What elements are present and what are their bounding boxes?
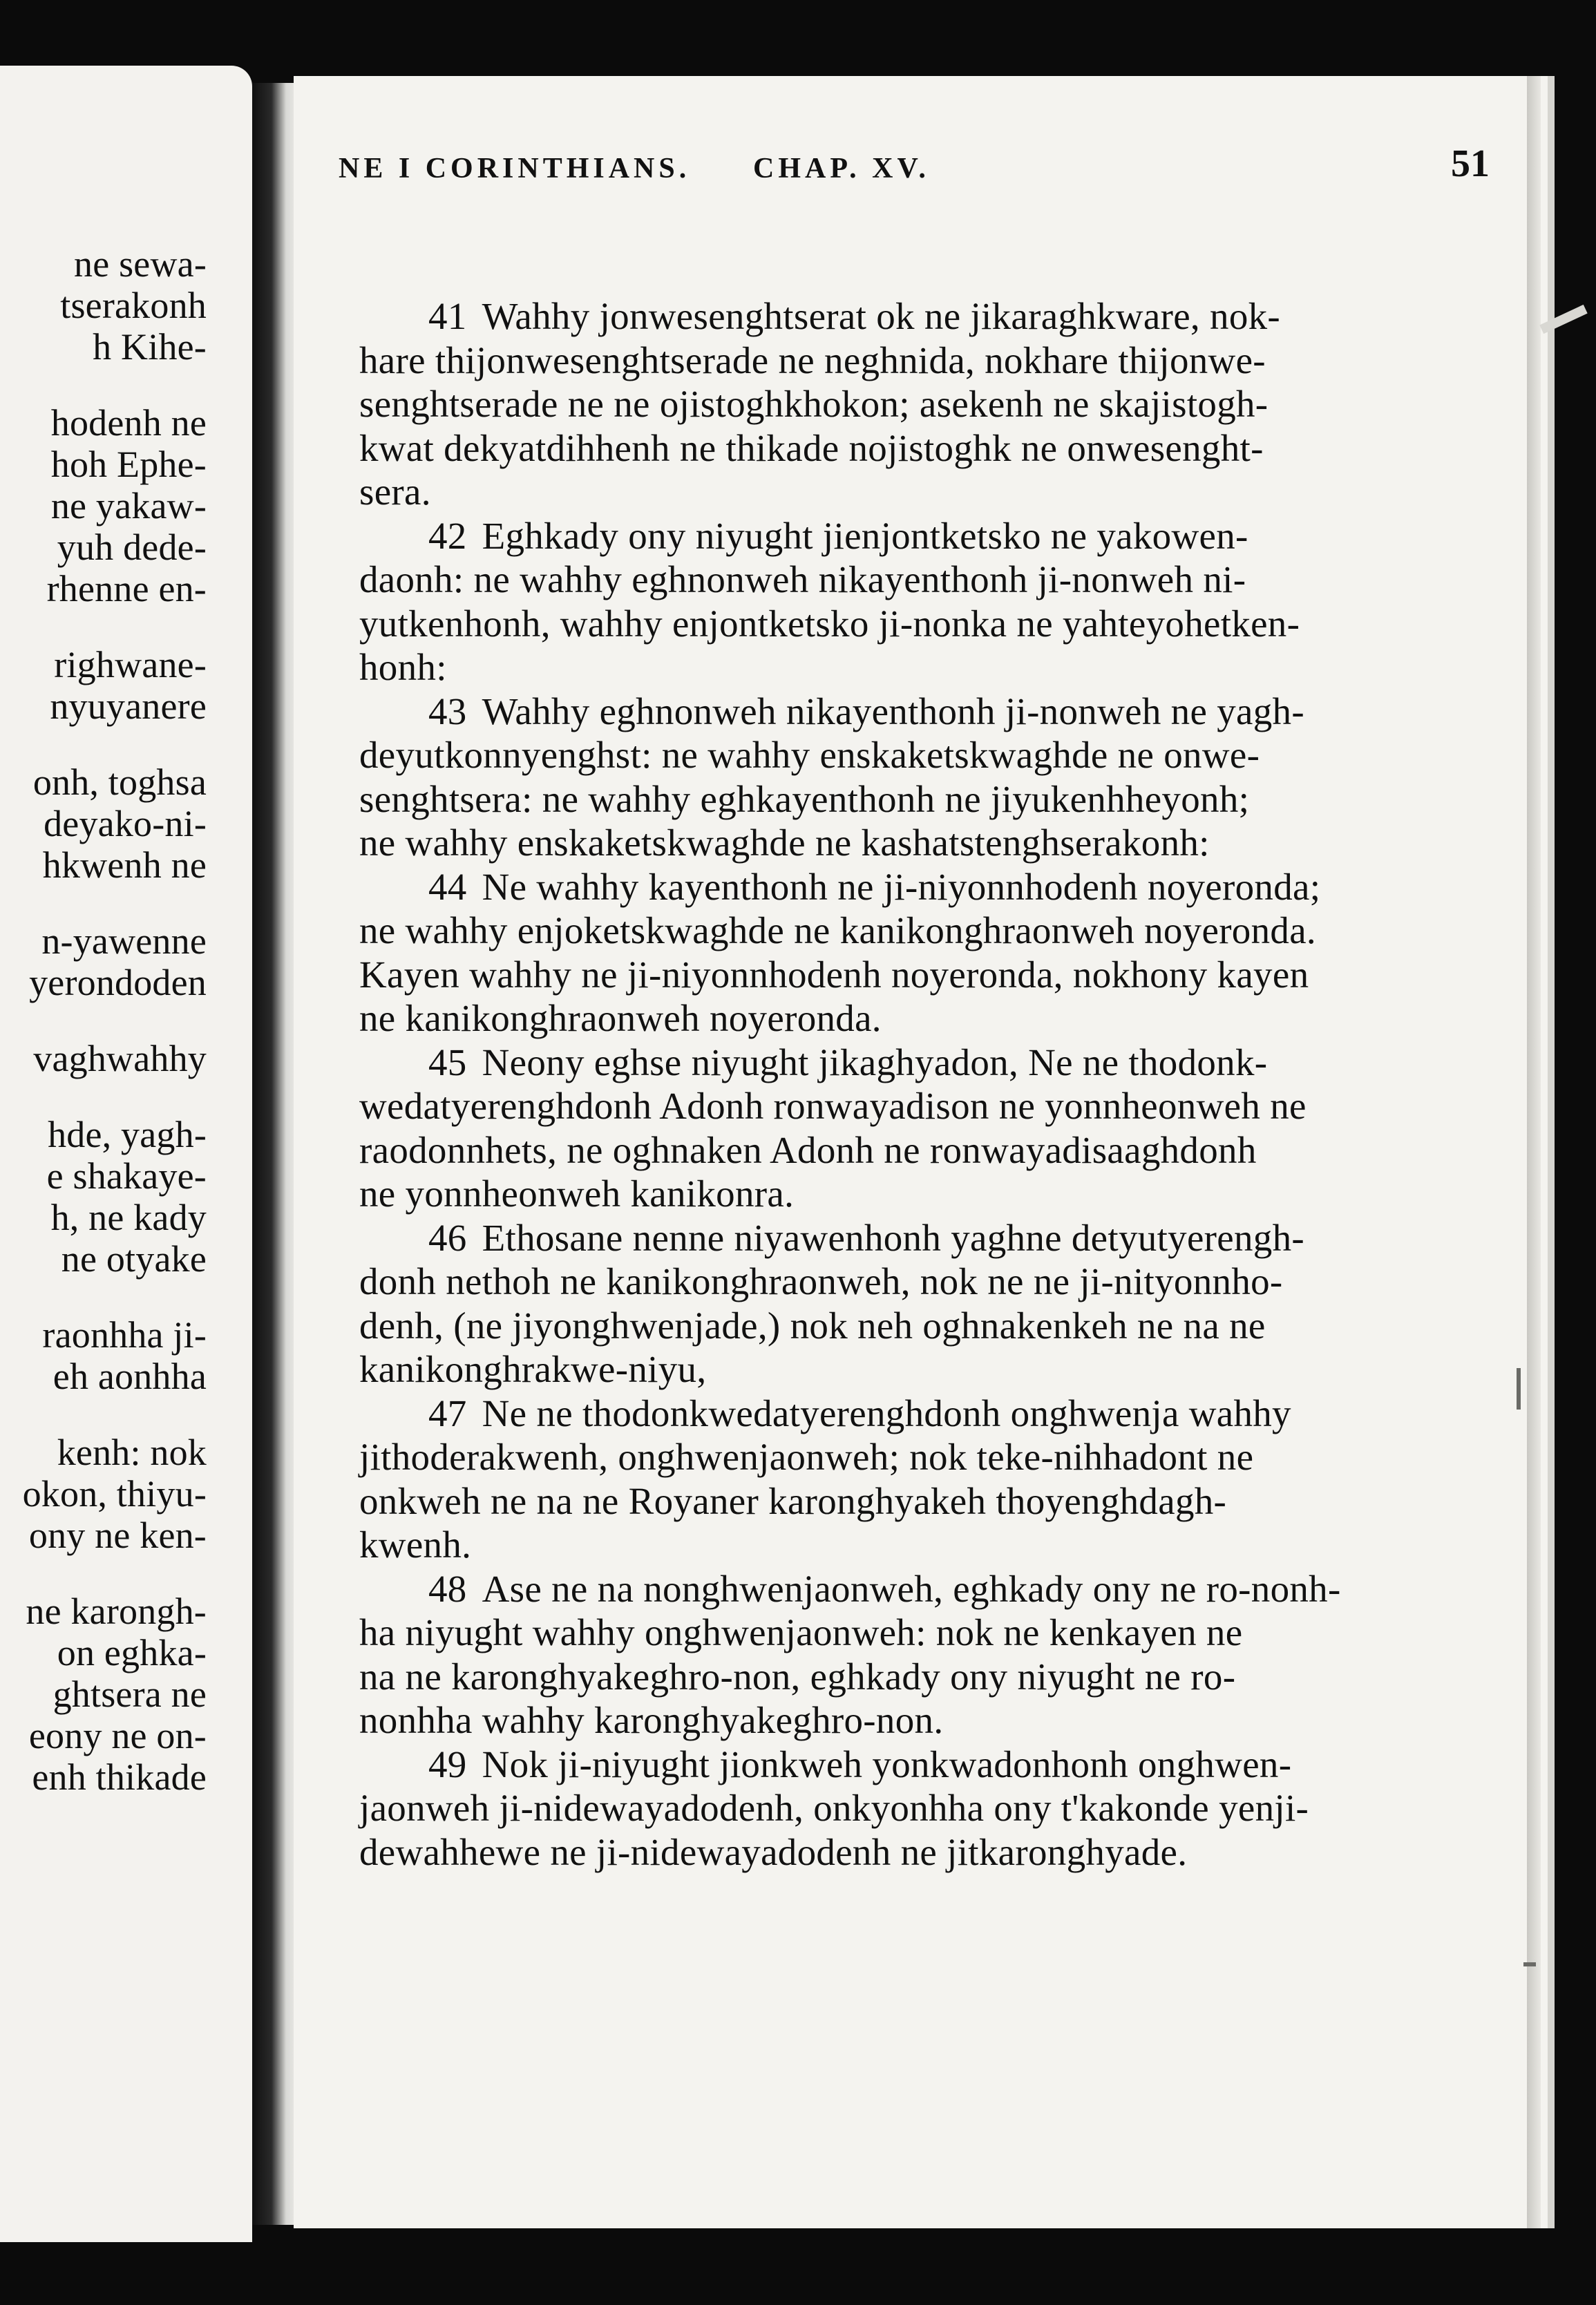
left-page-line: enh thikade — [32, 1756, 207, 1798]
left-page-line: raonhha ji- — [42, 1314, 207, 1356]
left-page-line: hodenh ne — [50, 402, 207, 444]
verse-line-text: ne yonnheonweh kanikonra. — [359, 1173, 795, 1215]
verse-line-text: ne wahhy enskaketskwaghde ne kashatstenghserakonh: — [359, 822, 1210, 864]
verse-line-text: ha niyught wahhy onghwenjaonweh: nok ne kenkayen ne — [359, 1611, 1243, 1653]
left-page-line: on eghka- — [57, 1632, 207, 1673]
verse-line-text: ne kanikonghraonweh noyeronda. — [359, 997, 882, 1039]
verse-line — [359, 1701, 943, 1739]
left-page-line: kenh: nok — [57, 1432, 207, 1473]
verse-line — [359, 1658, 1235, 1696]
left-page-line: ne karongh- — [26, 1591, 207, 1632]
verse-line — [359, 780, 1249, 818]
verse-line — [359, 429, 1264, 467]
verse-line — [359, 1833, 1187, 1871]
verse-line — [359, 648, 447, 686]
verse-line — [359, 911, 1316, 949]
verse-number: 49 — [428, 1743, 467, 1785]
left-page-line: righwane- — [54, 644, 207, 685]
verse-line-text: Wahhy jonwesenghtserat ok ne jikaraghkware, nok- — [482, 295, 1281, 337]
verse-line — [359, 1482, 1226, 1520]
left-page-line: eh aonhha — [53, 1356, 207, 1397]
verse-line-text: deyutkonnyenghst: ne wahhy enskaketskwaghde ne onwe- — [359, 734, 1260, 776]
verse-line — [359, 1262, 1283, 1300]
left-page-line: e shakaye- — [46, 1155, 207, 1197]
verse-line-text: senghtserade ne ne ojistoghkhokon; asekenh ne skajistogh- — [359, 383, 1269, 425]
verse-number: 44 — [428, 866, 467, 908]
verse-line-text: senghtsera: ne wahhy eghkayenthonh ne jiyukenhheyonh; — [359, 778, 1250, 820]
left-page-line: vaghwahhy — [33, 1038, 207, 1079]
left-facing-page — [0, 66, 252, 2242]
left-page-line: okon, thiyu- — [22, 1473, 207, 1515]
verse-line — [359, 1307, 1266, 1345]
verse-line — [359, 1087, 1307, 1125]
running-head — [339, 152, 1302, 185]
left-page-line: yerondoden — [29, 962, 207, 1003]
left-page-line: eony ne on- — [28, 1715, 207, 1756]
verse-first-line — [428, 1043, 1267, 1081]
verse-line — [359, 1131, 1257, 1169]
left-page-line: n-yawenne — [41, 920, 207, 962]
verse-number: 47 — [428, 1392, 467, 1434]
left-page-line: rhenne en- — [46, 568, 207, 609]
verse-line-text: denh, (ne jiyonghwenjade,) nok neh oghnakenkeh ne na ne — [359, 1305, 1266, 1347]
verse-line-text: hare thijonwesenghtserade ne neghnida, nokhare thijonwe- — [359, 339, 1266, 381]
verse-line-text: kanikonghrakwe-niyu, — [359, 1348, 707, 1390]
verse-line — [359, 1175, 794, 1213]
verse-line-text: Eghkady ony niyught jienjontketsko ne yakowen- — [482, 515, 1248, 557]
left-page-line: h Kihe- — [93, 326, 207, 368]
verse-line — [359, 824, 1210, 862]
verse-line — [359, 1613, 1242, 1651]
verse-first-line — [428, 1394, 1291, 1432]
verse-line-text: sera. — [359, 471, 431, 513]
verse-number: 43 — [428, 690, 467, 732]
verse-number: 41 — [428, 295, 467, 337]
verse-line-text: onkweh ne na ne Royaner karonghyakeh thoyenghdagh- — [359, 1480, 1227, 1522]
verse-first-line — [428, 1219, 1304, 1257]
verse-line-text: Ne wahhy kayenthonh ne ji-niyonnhodenh noyeronda; — [482, 866, 1321, 908]
scan-mark — [1517, 1368, 1521, 1410]
left-page-line: ghtsera ne — [53, 1673, 207, 1715]
verse-first-line — [428, 517, 1248, 555]
verse-line — [359, 605, 1300, 643]
left-page-line: ony ne ken- — [28, 1515, 207, 1556]
left-page-line: yuh dede- — [57, 527, 207, 568]
verse-number: 45 — [428, 1041, 467, 1083]
verse-line — [359, 560, 1246, 598]
verse-line-text: Neony eghse niyught jikaghyadon, Ne ne thodonk- — [482, 1041, 1268, 1083]
page-edge — [1527, 76, 1541, 2228]
verse-line-text: ne wahhy enjoketskwaghde ne kanikonghraonweh noyeronda. — [359, 909, 1316, 951]
running-head-title: NE I CORINTHIANS. — [339, 153, 691, 184]
left-page-line: onh, toghsa — [32, 761, 207, 803]
verse-line-text: Nok ji-niyught jionkweh yonkwadonhonh onghwen- — [482, 1743, 1292, 1785]
verse-line-text: donh nethoh ne kanikonghraonweh, nok ne ne ji-nityonnho- — [359, 1260, 1283, 1302]
verse-number: 48 — [428, 1568, 467, 1610]
verse-line-text: Kayen wahhy ne ji-niyonnhodenh noyeronda, nokhony kayen — [359, 954, 1309, 996]
verse-line-text: kwat dekyatdihhenh ne thikade nojistoghk ne onwesenght- — [359, 427, 1264, 469]
verse-line-text: Ase ne na nonghwenjaonweh, eghkady ony ne ro-nonh- — [482, 1568, 1341, 1610]
left-page-line: hoh Ephe- — [50, 444, 207, 485]
left-page-line: tserakonh — [60, 285, 207, 326]
chapter-label: CHAP. XV. — [753, 153, 930, 184]
left-page-line: h, ne kady — [50, 1197, 207, 1238]
verse-number: 46 — [428, 1217, 467, 1259]
verse-line-text: honh: — [359, 646, 447, 688]
verse-line-text: daonh: ne wahhy eghnonweh nikayenthonh ji-nonweh ni- — [359, 558, 1246, 600]
verse-line — [359, 1438, 1253, 1476]
verse-line-text: wedatyerenghdonh Adonh ronwayadison ne yonnheonweh ne — [359, 1085, 1307, 1127]
verse-line — [359, 1789, 1309, 1827]
verse-number: 42 — [428, 515, 467, 557]
left-page-line: hde, yagh- — [48, 1114, 207, 1155]
verse-first-line — [428, 868, 1320, 906]
verse-line-text: jithoderakwenh, onghwenjaonweh; nok teke-nihhadont ne — [359, 1436, 1254, 1478]
verse-line — [359, 736, 1260, 774]
verse-line — [359, 956, 1309, 994]
left-page-line: ne otyake — [61, 1238, 207, 1280]
verse-first-line — [428, 1570, 1341, 1608]
verse-first-line — [428, 297, 1280, 335]
verse-first-line — [428, 692, 1304, 730]
verse-line-text: kwenh. — [359, 1524, 472, 1566]
verse-line — [359, 341, 1266, 379]
scan-mark — [1523, 1962, 1536, 1966]
left-page-line: deyako-ni- — [44, 803, 207, 844]
verse-line-text: Wahhy eghnonweh nikayenthonh ji-nonweh ne yagh- — [482, 690, 1304, 732]
verse-line-text: Ne ne thodonkwedatyerenghdonh onghwenja wahhy — [482, 1392, 1291, 1434]
verse-line-text: Ethosane nenne niyawenhonh yaghne detyutyerengh- — [482, 1217, 1305, 1259]
verse-line — [359, 1526, 471, 1564]
left-page-line: nyuyanere — [50, 685, 207, 727]
verse-line-text: dewahhewe ne ji-nidewayadodenh ne jitkaronghyade. — [359, 1831, 1188, 1873]
left-page-line: ne sewa- — [74, 243, 207, 285]
verse-line-text: na ne karonghyakeghro-non, eghkady ony niyught ne ro- — [359, 1656, 1236, 1698]
verse-line — [359, 385, 1268, 423]
verse-line-text: raodonnhets, ne oghnaken Adonh ne ronwayadisaaghdonh — [359, 1129, 1257, 1171]
verse-line — [359, 1350, 706, 1388]
left-page-line: ne yakaw- — [50, 485, 207, 527]
verse-line-text: jaonweh ji-nidewayadodenh, onkyonhha ony t'kakonde yenji- — [359, 1787, 1309, 1829]
verse-line-text: yutkenhonh, wahhy enjontketsko ji-nonka ne yahteyohetken- — [359, 603, 1300, 645]
verse-line-text: nonhha wahhy karonghyakeghro-non. — [359, 1699, 944, 1741]
page-number: 51 — [1451, 142, 1490, 185]
verse-first-line — [428, 1745, 1291, 1783]
left-page-line: hkwenh ne — [42, 844, 207, 886]
verse-line — [359, 999, 882, 1037]
verse-line — [359, 473, 431, 511]
